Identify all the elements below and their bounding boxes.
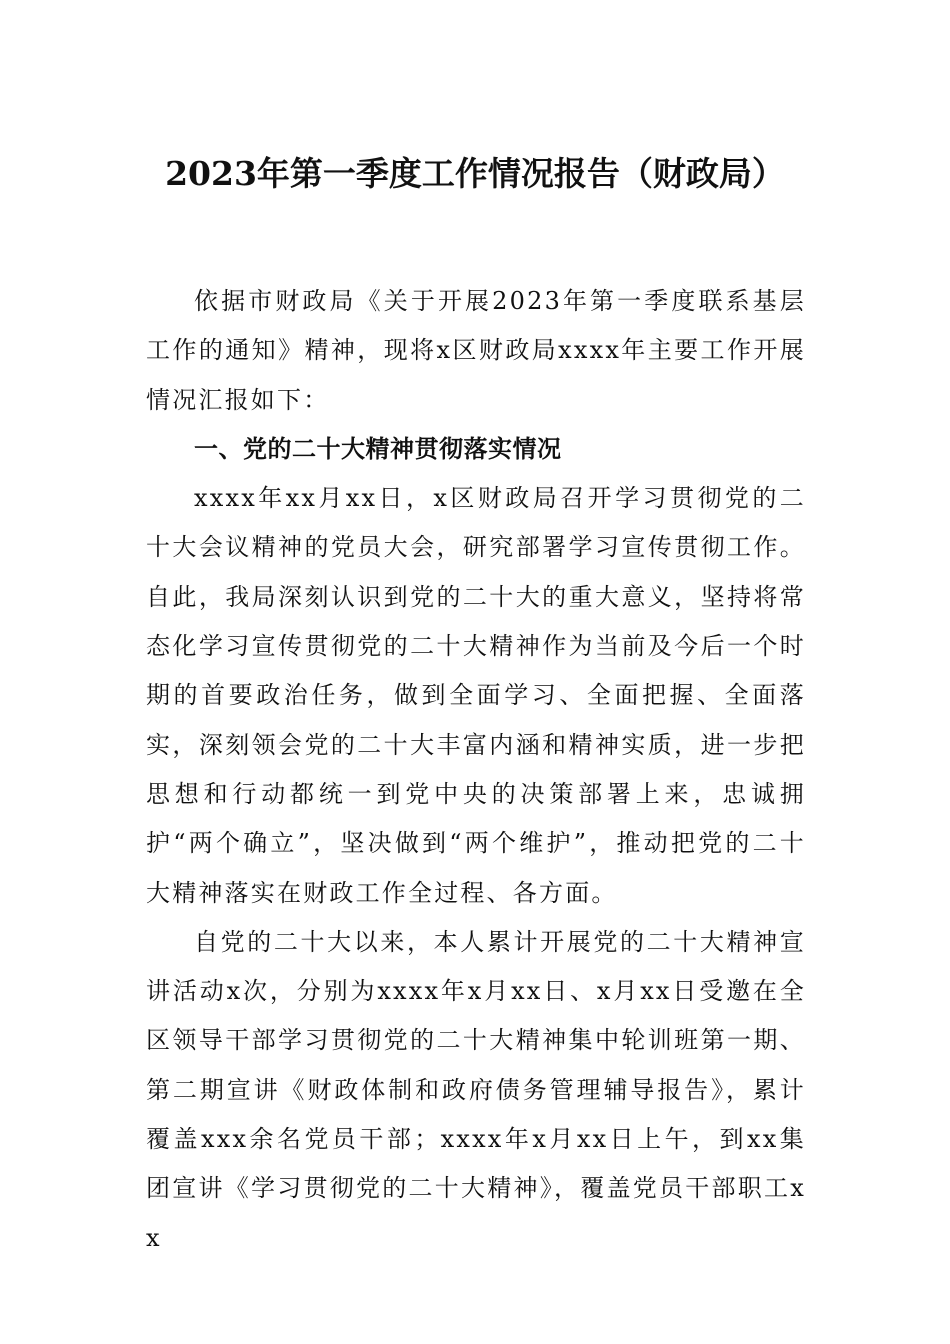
body-paragraph: 自党的二十大以来，本人累计开展党的二十大精神宣讲活动x次，分别为xxxx年x月xx日、x月xx日受邀在全区领导干部学习贯彻党的二十大精神集中轮训班第一期、第二期宣讲《财政体制和政府债务管理辅导报告》，累计覆盖xxx余名党员干部；xxxx年x月xx日上午，到xx集团宣讲《学习贯彻党的二十大精神》，覆盖党员干部职工xx [146,927,806,1252]
document-title: 2023年第一季度工作情况报告（财政局） [165,154,785,193]
section-heading: 一、党的二十大精神贯彻落实情况 [194,434,562,463]
body-paragraph: xxxx年xx月xx日，x区财政局召开学习贯彻党的二十大会议精神的党员大会，研究部署学习宣传贯彻工作。自此，我局深刻认识到党的二十大的重大意义，坚持将常态化学习宣传贯彻党的二十大精神作为当前及今后一个时期的首要政治任务，做到全面学习、全面把握、全面落实，深刻领会党的二十大丰富内涵和精神实质，进一步把思想和行动都统一到党中央的决策部署上来，忠诚拥护“两个确立”，坚决做到“两个维护”，推动把党的二十大精神落实在财政工作全过程、各方面。 [146,484,806,907]
intro-paragraph: 依据市财政局《关于开展2023年第一季度联系基层工作的通知》精神，现将x区财政局xxxx年主要工作开展情况汇报如下： [146,287,806,414]
document-body [146,277,806,1263]
